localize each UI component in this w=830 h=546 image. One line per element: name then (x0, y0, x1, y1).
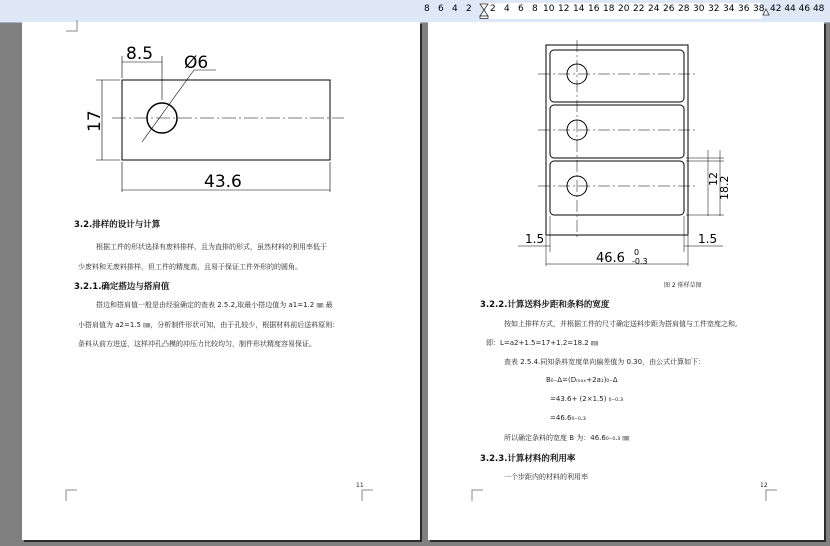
heading-3-2-3: 3.2.3.计算材料的利用率 (480, 454, 576, 464)
ruler-tick-label: 26 (663, 4, 675, 14)
heading-3-2-2: 3.2.2.计算送料步距和条料的宽度 (480, 300, 610, 310)
ruler-tick-label: 36 (738, 4, 750, 14)
ruler-tick-label: 4 (452, 4, 458, 14)
document-page-12 (428, 22, 824, 540)
ruler-right-numbers: 42 44 46 48 (770, 4, 825, 14)
ruler-tick-label: 18 (603, 4, 615, 14)
para-1-line-1: 按如上排样方式，并根据工件的尺寸确定送料步距为搭肩值与工件宽度之和, (504, 320, 738, 328)
ruler-tick-label: 10 (543, 4, 555, 14)
corner-mark (472, 490, 484, 502)
dim-tol-upper: 0 (634, 248, 640, 257)
page-number: 11 (356, 482, 364, 489)
dim-12-label: 12 (707, 172, 720, 186)
ruler-tick-label: 14 (573, 4, 585, 14)
ruler-tick-label: 16 (588, 4, 600, 14)
ruler-tick-label: 6 (438, 4, 444, 14)
part-drawing (82, 40, 372, 200)
document-page-11 (22, 22, 420, 540)
dim-top-label: 8.5 (126, 44, 154, 64)
ruler-tick-label: 38 (753, 4, 765, 14)
ruler-tick-label: 24 (648, 4, 660, 14)
ruler-tick-label: 28 (678, 4, 690, 14)
ruler-tick-label: 32 (708, 4, 720, 14)
corner-mark (66, 490, 78, 502)
para-2-line-3: 条料从前方进送，这样冲孔凸模的冲压力比较均匀，制件形状精度容易保证。 (78, 340, 316, 348)
indent-marker-icon[interactable] (479, 3, 489, 19)
ruler-tick-label: 2 (466, 4, 472, 14)
corner-mark (766, 490, 778, 502)
dim-width-label: 46.6 (596, 251, 625, 266)
ruler-tick-label: 6 (518, 4, 524, 14)
horizontal-ruler[interactable] (0, 0, 830, 23)
dim-left-label: 1.5 (525, 232, 545, 246)
dim-tol-lower: -0.3 (632, 257, 648, 266)
part-outline (122, 80, 330, 160)
ruler-tick-label: 4 (504, 4, 510, 14)
corner-mark (66, 20, 78, 32)
ruler-tick-label: 34 (723, 4, 735, 14)
ruler-tick-label: 2 (490, 4, 496, 14)
part-2 (550, 105, 684, 158)
dim-bottom-label: 43.6 (204, 172, 242, 192)
para-1-line-2: 即：L=a2+1.5=17+1.2=18.2 ㎜ (486, 339, 598, 347)
part-1 (550, 50, 684, 102)
dim-right-label: 1.5 (698, 232, 718, 246)
ruler-tick-label: 20 (618, 4, 630, 14)
part-3 (550, 161, 684, 215)
corner-mark (362, 490, 374, 502)
ruler-tick-label: 22 (633, 4, 645, 14)
ruler-tick-label: 8 (532, 4, 538, 14)
para-2-line-1: 搭边和搭肩值一般是由经验确定的查表 2.5.2,取最小搭边值为 a1=1.2 ㎜ 最 (96, 301, 333, 309)
ruler-tick-label: 12 (558, 4, 570, 14)
dim-182-label: 18.2 (718, 175, 731, 200)
para-1-line-2: 少废料和无废料排样，但工件的精度高，且易于保证工件外形的的圆角。 (78, 263, 302, 271)
page-number: 12 (760, 482, 768, 489)
ruler-tick-label: 30 (693, 4, 705, 14)
para-2-line-2: 小搭肩值为 a2=1.5 ㎜，分析制件形状可知，由于孔较少，根据材料前后送料原则： (78, 321, 340, 329)
heading-3-2-1: 3.2.1.确定搭边与搭肩值 (74, 282, 170, 292)
heading-3-2: 3.2.排样的设计与计算 (74, 220, 161, 230)
formula-3: =46.6₀₋₀.₃ (550, 414, 586, 422)
para-4: 一个步距内的材料的利用率 (504, 473, 588, 481)
para-1-line-1: 根据工件的形状选择有废料排样，且为直排的形式，虽然材料的利用率低于 (96, 243, 327, 251)
figure-caption: 图 2 排样草图 (664, 282, 702, 289)
dim-hole-label: Ø6 (184, 53, 209, 73)
para-3: 所以确定条料的宽度 B 为：46.6₀₋₀.₃ ㎜ (504, 434, 630, 442)
dim-side-label: 17 (85, 110, 105, 132)
ruler-tick-label: 8 (424, 4, 430, 14)
right-indent-marker-icon[interactable] (762, 6, 770, 16)
formula-1: B₀₋Δ=(Dₘₐₓ+2a₁)₀₋Δ (546, 376, 618, 384)
formula-2: =43.6+ (2×1.5) ₀₋₀.₃ (550, 395, 624, 403)
para-2-line-1: 查表 2.5.4.同知条料宽度单向偏差值为 0.30，由公式计算如下： (504, 358, 706, 366)
layout-drawing (518, 40, 731, 290)
